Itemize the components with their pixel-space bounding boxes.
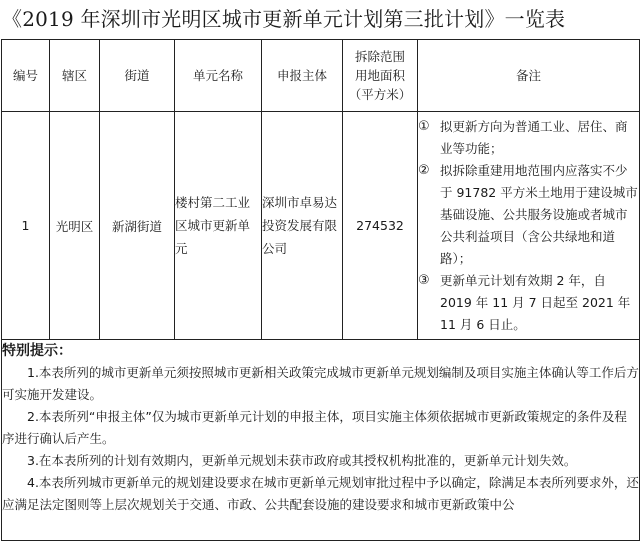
- tip-item: 1.本表所列的城市更新单元须按照城市更新相关政策完成城市更新单元规划编制及项目实施主体确认等工作后方可实施开发建设。: [2, 365, 639, 402]
- cell-unit-name: 楼村第二工业区城市更新单元: [175, 112, 262, 340]
- page-title: 《2019 年深圳市光明区城市更新单元计划第三批计划》一览表: [2, 7, 566, 31]
- header-remark: 备注: [418, 40, 640, 112]
- tip-item: 4.本表所列城市更新单元的规划建设要求在城市更新单元规划审批过程中予以确定，除满足本表所列要求外，还应满足法定图则等上层次规划关于交通、市政、公共配套设施的建设要求和城市更新政策中公: [2, 475, 639, 512]
- note-number: ③: [418, 272, 430, 288]
- cell-remark: [418, 112, 640, 340]
- header-area-line1: 拆除范围: [354, 49, 405, 64]
- remark-note: [418, 160, 639, 270]
- tips-cell: [2, 340, 640, 541]
- cell-no: 1: [2, 112, 50, 340]
- note-text: 拟更新方向为普通工业、居住、商业等功能；: [440, 118, 628, 156]
- note-text: 拟拆除重建用地范围内应落实不少于 91782 平方米土地用于建设城市基础设施、公共服务设施或者城市公共利益项目（含公共绿地和道路）；: [440, 162, 638, 266]
- plan-table: [1, 39, 640, 541]
- note-text: 更新单元计划有效期 2 年，自 2019 年 11 月 7 日起至 2021 年 11 月 6 日止。: [440, 272, 631, 332]
- header-district: 辖区: [50, 40, 100, 112]
- remark-note: [418, 116, 639, 160]
- header-area-line3: （平方米）: [348, 87, 412, 102]
- remark-note: [418, 270, 639, 336]
- cell-street: 新湖街道: [100, 112, 175, 340]
- cell-district: 光明区: [50, 112, 100, 340]
- cell-applicant: 深圳市卓易达投资发展有限公司: [262, 112, 343, 340]
- tips-heading: 特别提示：: [2, 343, 72, 359]
- table-row: [2, 112, 640, 340]
- note-number: ②: [418, 162, 430, 178]
- tip-item: 3.在本表所列的计划有效期内，更新单元规划未获市政府或其授权机构批准的，更新单元计划失效。: [27, 453, 577, 468]
- tip-item: 2.本表所列“申报主体”仅为城市更新单元计划的申报主体，项目实施主体须依据城市更新政策规定的条件及程序进行确认后产生。: [2, 409, 627, 446]
- cell-area: 274532: [343, 112, 418, 340]
- note-number: ①: [418, 118, 430, 134]
- table-header-row: [2, 40, 640, 112]
- header-no: 编号: [2, 40, 50, 112]
- header-unit-name: 单元名称: [175, 40, 262, 112]
- header-area-line2: 用地面积: [354, 68, 405, 83]
- header-street: 街道: [100, 40, 175, 112]
- header-applicant: 申报主体: [262, 40, 343, 112]
- tips-row: [2, 340, 640, 541]
- header-area: [343, 40, 418, 112]
